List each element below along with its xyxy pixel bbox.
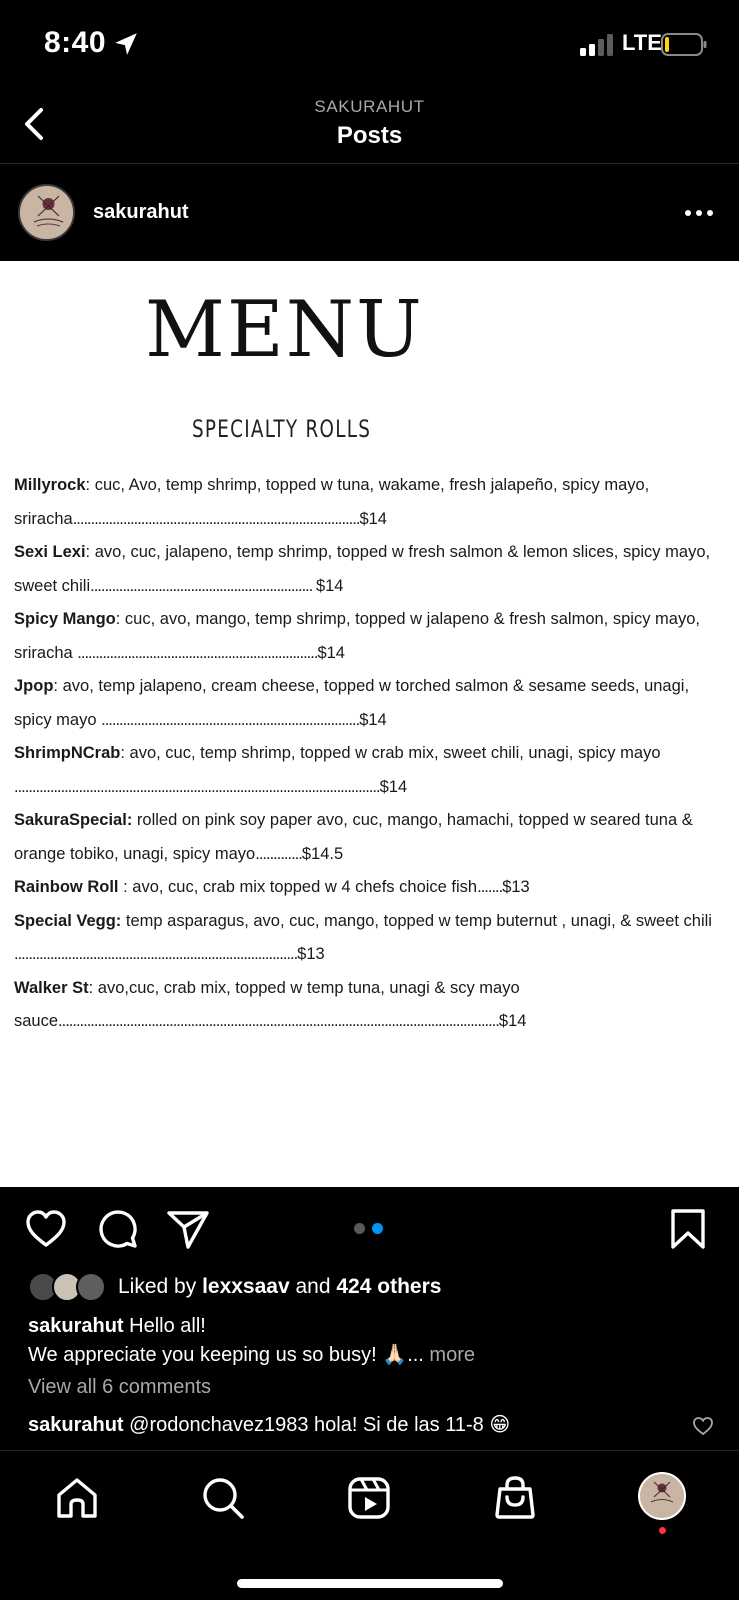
caption-line-1: Hello all! [123, 1315, 206, 1337]
comment-text: hola! Si de las 11-8 😁 [308, 1414, 511, 1436]
author-username[interactable]: sakurahut [93, 201, 189, 223]
liker-username[interactable]: lexxsaav [202, 1275, 290, 1298]
menu-item-name: Millyrock [14, 476, 86, 494]
menu-item-name: Walker St [14, 978, 89, 997]
bookmark-icon[interactable] [666, 1207, 710, 1251]
menu-item-description: temp asparagus, avo, cuc, mango, topped w temp buternut , unagi, & sweet chili [121, 911, 712, 930]
view-all-comments-link[interactable]: View all 6 comments [28, 1376, 212, 1398]
network-type: LTE [622, 30, 662, 55]
posts-header [0, 92, 739, 164]
menu-item-price: $14 [359, 710, 387, 729]
menu-item-list [14, 469, 714, 1039]
menu-item-price: $14 [315, 576, 344, 595]
menu-item-name: Rainbow Roll [14, 878, 124, 896]
menu-item-leader-dots: ....... [477, 878, 503, 896]
menu-subtitle: SPECIALTY ROLLS [192, 415, 372, 443]
menu-item-price: $14 [498, 1012, 527, 1030]
menu-item-description: : avo,cuc, crab mix, topped w temp tuna, unagi & scy mayo sauce [14, 978, 520, 1030]
menu-item-price: $14 [379, 777, 408, 796]
menu-item [14, 871, 714, 905]
comment-icon[interactable] [96, 1207, 140, 1251]
menu-item-leader-dots: ........................................................................ [101, 710, 360, 729]
sakurahut-logo-icon [20, 186, 75, 241]
menu-item-price: $14.5 [301, 844, 344, 863]
menu-item-name: Sexi Lexi [14, 543, 86, 561]
carousel-indicator [354, 1223, 384, 1235]
clock: 8:40 [44, 26, 107, 59]
post-actions-bar [0, 1187, 739, 1267]
profile-tab-avatar[interactable] [638, 1472, 686, 1520]
menu-item-leader-dots: ............................................................................... [14, 945, 298, 963]
sakurahut-logo-icon [640, 1474, 684, 1518]
likes-middle: and [289, 1275, 337, 1298]
search-icon[interactable] [200, 1475, 246, 1521]
bottom-tab-bar [0, 1450, 739, 1600]
more-horizontal-icon[interactable] [684, 207, 714, 219]
menu-item-description: : avo, cuc, temp shrimp, topped w crab mix, sweet chili, unagi, spicy mayo [120, 744, 661, 762]
menu-item-price: $14 [317, 643, 345, 662]
signal-strength-icon [580, 34, 616, 56]
notification-dot [659, 1527, 666, 1534]
menu-item-description: : avo, temp jalapeno, cream cheese, topped w torched salmon & sesame seeds, unagi, spicy mayo [14, 677, 690, 729]
menu-item-leader-dots: ........................................................................................................................... [58, 1012, 499, 1030]
menu-item-description: : avo, cuc, crab mix topped w 4 chefs choice fish [123, 878, 478, 896]
battery-icon [661, 33, 707, 56]
menu-item-description: rolled on pink soy paper avo, cuc, mango, hamachi, topped w seared tuna & orange tobiko, unagi, spicy mayo [14, 811, 693, 863]
shop-icon[interactable] [492, 1475, 538, 1521]
location-arrow-icon [113, 31, 139, 57]
post-author-row [0, 167, 739, 261]
menu-item-description: : avo, cuc, jalapeno, temp shrimp, topped w fresh salmon & lemon slices, spicy mayo, sweet chili [14, 543, 711, 595]
send-icon[interactable] [166, 1207, 210, 1251]
menu-item-name: ShrimpNCrab [14, 744, 121, 762]
caption-line-2: We appreciate you keeping us so busy! 🙏🏻... [28, 1344, 424, 1366]
liker-avatar [76, 1272, 106, 1302]
comment-preview [28, 1412, 688, 1437]
menu-item-description: : cuc, avo, mango, temp shrimp, topped w jalapeno & fresh salmon, spicy mayo, sriracha [14, 610, 700, 662]
heart-icon[interactable] [24, 1207, 68, 1251]
page-title: Posts [336, 122, 403, 149]
author-avatar[interactable] [18, 184, 75, 241]
menu-item [14, 670, 714, 737]
post-caption [28, 1312, 718, 1370]
likes-prefix: Liked by [118, 1275, 203, 1298]
menu-item-price: $13 [297, 945, 325, 963]
likes-row[interactable] [28, 1270, 718, 1306]
menu-item-price: $14 [359, 509, 387, 528]
menu-item-price: $13 [502, 878, 530, 896]
menu-item-leader-dots: ................................................................... [77, 643, 318, 662]
menu-item-leader-dots: .............................................................. [90, 576, 316, 595]
menu-item-leader-dots: ............. [255, 844, 302, 863]
menu-title: MENU [145, 285, 424, 375]
carousel-dot-active [372, 1223, 383, 1234]
comment-like-heart-icon[interactable] [692, 1416, 714, 1436]
reels-icon[interactable] [346, 1475, 392, 1521]
menu-item [14, 905, 714, 972]
caption-author[interactable]: sakurahut [28, 1315, 124, 1337]
menu-item-description: : cuc, Avo, temp shrimp, topped w tuna, wakame, fresh jalapeño, spicy mayo, sriracha [14, 476, 650, 528]
liker-avatars [28, 1272, 108, 1304]
home-indicator[interactable] [237, 1579, 503, 1588]
header-account-name: SAKURAHUT [314, 97, 425, 116]
menu-item [14, 603, 714, 670]
menu-item-leader-dots: ................................................................................ [72, 509, 360, 528]
likes-others-count[interactable]: 424 others [336, 1275, 442, 1298]
comment-mention[interactable]: @rodonchavez1983 [123, 1414, 309, 1436]
carousel-dot [354, 1223, 365, 1234]
menu-item [14, 972, 714, 1039]
caption-more-link[interactable]: more [423, 1344, 475, 1366]
menu-item [14, 737, 714, 804]
menu-item [14, 469, 714, 536]
menu-item [14, 804, 714, 871]
menu-item-name: Spicy Mango [14, 610, 116, 628]
status-bar [0, 0, 739, 92]
home-icon[interactable] [54, 1475, 100, 1521]
menu-item [14, 536, 714, 603]
menu-item-name: Special Vegg: [14, 911, 122, 930]
post-image-menu[interactable] [0, 261, 739, 1187]
comment-author[interactable]: sakurahut [28, 1414, 124, 1436]
menu-item-name: Jpop [14, 677, 54, 695]
menu-item-leader-dots: ...................................................................................................... [14, 777, 380, 796]
likes-summary[interactable] [118, 1275, 441, 1299]
menu-item-name: SakuraSpecial: [14, 811, 133, 829]
